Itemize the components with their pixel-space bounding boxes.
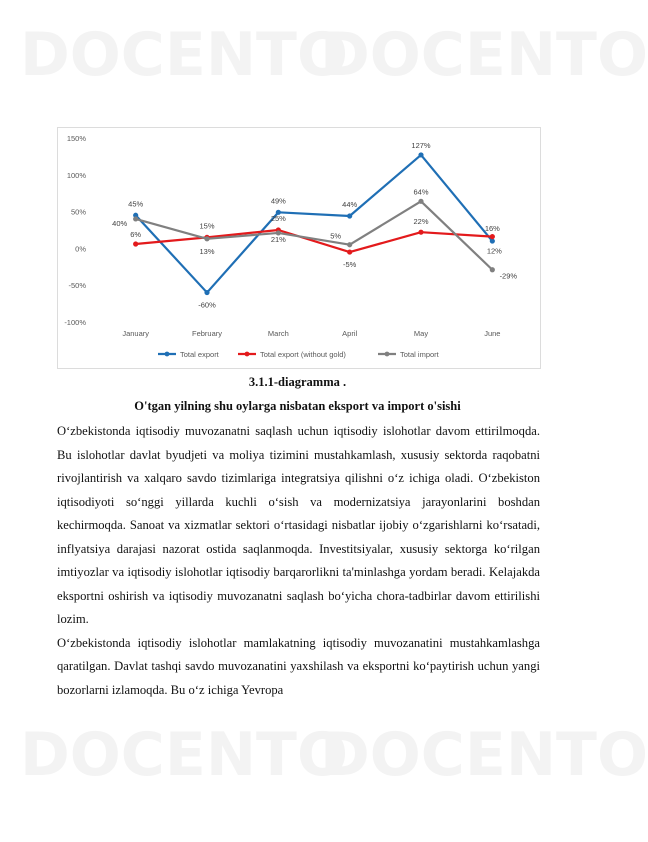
legend-label: Total import bbox=[400, 350, 439, 359]
data-label: 13% bbox=[199, 246, 215, 256]
legend-marker bbox=[245, 352, 250, 357]
x-tick-label: March bbox=[267, 329, 289, 338]
series-line bbox=[136, 155, 493, 293]
data-label: 6% bbox=[130, 229, 142, 239]
x-tick-label: April bbox=[342, 329, 358, 338]
data-label: 25% bbox=[270, 214, 286, 223]
watermark-text: DOCENTO bbox=[320, 720, 648, 790]
data-label: -60% bbox=[198, 300, 216, 310]
y-tick-label: -50% bbox=[68, 281, 86, 291]
data-label: 21% bbox=[270, 234, 286, 244]
series-line bbox=[136, 201, 493, 269]
x-tick-label: February bbox=[191, 329, 223, 338]
legend-label: Total export bbox=[180, 350, 219, 359]
paragraph: O‘zbekistonda iqtisodiy islohotlar mamlakatning iqtisodiy muvozanatini mustahkamlashga qaratilgan. Davlat tashqi savdo muvozanatini yaxshilash va eksportni ko‘paytirish uchun yangi bozorlarni izlamoqda. Bu o‘z ichiga Yevropa bbox=[57, 635, 540, 697]
data-label: -29% bbox=[499, 271, 518, 281]
data-point bbox=[347, 242, 352, 247]
data-point bbox=[347, 249, 352, 254]
data-point bbox=[133, 241, 138, 246]
watermark-text: DOCENTO bbox=[320, 20, 648, 90]
data-point bbox=[418, 230, 423, 235]
data-point bbox=[490, 234, 495, 239]
data-point bbox=[490, 267, 495, 272]
y-tick-label: -100% bbox=[64, 318, 86, 327]
body-text bbox=[57, 420, 540, 702]
data-label: 44% bbox=[342, 200, 358, 210]
data-label: 40% bbox=[112, 218, 128, 228]
diagram-number: 3.1.1-diagramma . bbox=[248, 375, 347, 389]
data-point bbox=[204, 236, 209, 241]
x-tick-label: May bbox=[413, 329, 429, 338]
legend-label: Total export (without gold) bbox=[260, 350, 346, 359]
data-point bbox=[347, 213, 352, 218]
x-tick-label: June bbox=[484, 329, 501, 338]
legend-marker bbox=[165, 352, 170, 357]
data-label: 12% bbox=[486, 246, 502, 256]
y-tick-label: 100% bbox=[66, 170, 86, 180]
data-label: 15% bbox=[199, 221, 215, 231]
line-chart-svg bbox=[58, 128, 540, 368]
data-label: 45% bbox=[128, 199, 144, 209]
data-point bbox=[418, 199, 423, 204]
y-tick-label: 150% bbox=[66, 134, 86, 143]
data-label: 127% bbox=[411, 140, 431, 150]
data-point bbox=[133, 216, 138, 221]
data-label: -5% bbox=[342, 260, 357, 270]
data-label: 16% bbox=[484, 224, 500, 234]
y-tick-label: 0% bbox=[75, 244, 86, 254]
watermark-text: DOCENTO bbox=[20, 20, 348, 90]
data-label: 64% bbox=[413, 187, 429, 197]
watermark-text: DOCENTO bbox=[20, 720, 348, 790]
data-point bbox=[418, 152, 423, 157]
data-label: 49% bbox=[270, 196, 286, 206]
y-tick-label: 50% bbox=[70, 207, 86, 217]
paragraph: O‘zbekistonda iqtisodiy muvozanatni saqlash uchun iqtisodiy islohotlar davom ettirilmoqda. Bu islohotlar davlat byudjeti va moliya tizimini mustahkamlash, xususiy sektorda raqobatni rivojlantirish va xalqaro savdo tizimlariga integratsiya qilishni o‘z ichiga oladi. O‘zbekiston iqtisodiyoti so‘nggi yillarda kuchli o‘sish va modernizatsiya jarayonlarini boshdan kechirmoqda. Sanoat va xizmatlar sektori o‘rtasidagi nisbatlar ijobiy o‘zgarishlarni ko‘rsatadi, inflyatsiya darajasi nazorat ostida saqlanmoqda. Investitsiyalar, xususiy sektorga ko‘rilgan imtiyozlar va iqtisodiy islohotlar iqtisodiy barqarorlikni ta'minlashga yordam beradi. Kelajakda eksportni oshirish va iqtisodiy muvozanatni saqlash bo‘yicha chora-tadbirlar davom ettirilishi lozim. bbox=[57, 424, 540, 626]
data-point bbox=[204, 290, 209, 295]
x-tick-label: January bbox=[122, 329, 150, 338]
data-label: 22% bbox=[413, 217, 429, 227]
legend-marker bbox=[385, 352, 390, 357]
data-label: 5% bbox=[330, 231, 342, 241]
line-chart bbox=[57, 127, 541, 369]
diagram-title: O'tgan yilning shu oylarga nisbatan eksport va import o'sishi bbox=[134, 399, 461, 413]
